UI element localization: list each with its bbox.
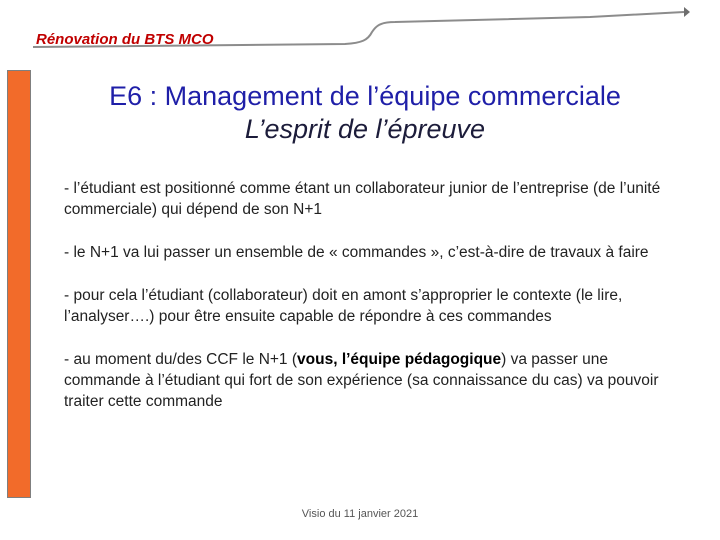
- slide-body: [64, 178, 674, 434]
- bullet-paragraph-3: - pour cela l’étudiant (collaborateur) doit en amont s’approprier le contexte (le lire, l’analyser….) pour être ensuite capable de répondre à ces commandes: [64, 287, 623, 325]
- bullet-paragraph-4: [64, 349, 674, 412]
- paragraph-4-start: - au moment du/des CCF le N+1 (: [64, 351, 298, 368]
- title-line-1: E6 : Management de l’équipe commerciale: [109, 81, 621, 111]
- accent-sidebar-bar: [7, 70, 31, 498]
- slide-title: [40, 80, 690, 146]
- paragraph-4-emphasis: vous, l’équipe pédagogique: [297, 351, 502, 368]
- header-arrow-line: [0, 0, 720, 60]
- paragraph-4-end: ) va passer une commande à l’étudiant qui fort de son expérience (sa connaissance du cas) va pouvoir traiter cette commande: [64, 351, 659, 410]
- bullet-paragraph-2: - le N+1 va lui passer un ensemble de « commandes », c’est-à-dire de travaux à faire: [64, 244, 649, 261]
- arrowhead-icon: [684, 7, 690, 17]
- slide-footer: Visio du 11 janvier 2021: [301, 508, 419, 520]
- title-line-2: L’esprit de l’épreuve: [244, 114, 486, 144]
- section-header-label: Rénovation du BTS MCO: [36, 31, 214, 48]
- bullet-paragraph-1: - l’étudiant est positionné comme étant un collaborateur junior de l’entreprise (de l’unité commerciale) qui dépend de son N+1: [64, 180, 661, 218]
